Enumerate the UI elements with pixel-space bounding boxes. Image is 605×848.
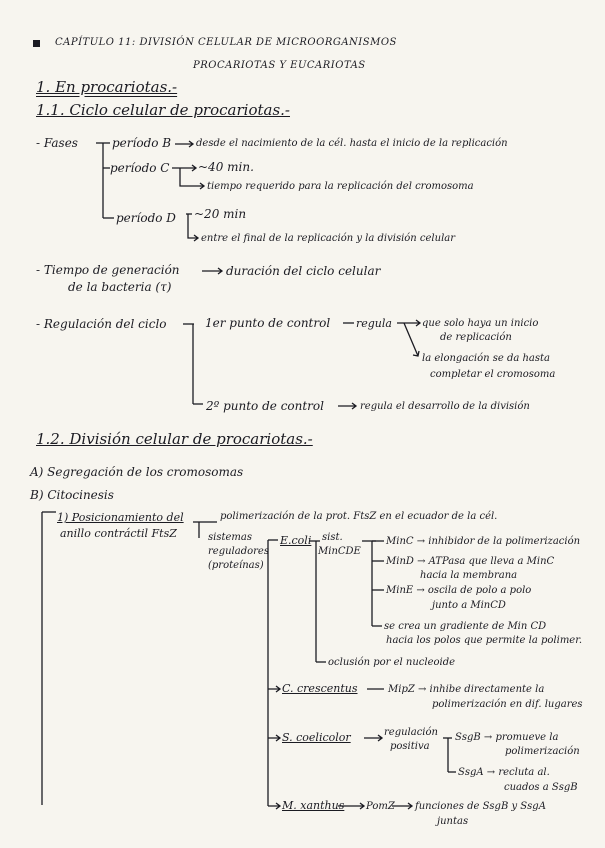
fases-label: - Fases [36,136,78,150]
periodo-b-desc: desde el nacimiento de la cél. hasta el inicio de la replicación [196,138,508,149]
regulacion-positiva-line1: regulación [384,727,438,738]
gradiente-line1: se crea un gradiente de Min CD [384,621,547,632]
ssga-desc-line2: cuados a SsgB [504,782,578,793]
ecoli-label: E.coli [280,534,312,547]
punto-control-1: 1er punto de control [205,316,331,330]
mine-desc-line2: junto a MinCD [432,600,506,611]
punto-control-1-a2: de replicación [440,332,512,343]
oclusion-nucleoide: oclusión por el nucleoide [328,657,456,668]
polimerizacion-ftsz: polimerización de la prot. FtsZ en el ecuador de la cél. [220,511,498,522]
crescentus-label: C. crescentus [282,682,358,695]
mipz-desc-line2: polimerización en dif. lugares [432,699,583,710]
posicionamiento-line1: 1) Posicionamiento del [57,511,184,524]
tiempo-generacion-desc: duración del ciclo celular [226,264,381,278]
periodo-d-time: ~20 min [194,207,247,221]
section-1-1-heading: 1.1. Ciclo celular de procariotas.- [36,101,290,119]
mind-desc-line1: MinD → ATPasa que lleva a MinC [386,556,555,567]
chapter-title-line2: PROCARIOTAS Y EUCARIOTAS [193,60,366,71]
periodo-c-time: ~40 min. [198,160,254,174]
punto-control-2: 2º punto de control [206,399,324,413]
regulacion-positiva-line2: positiva [390,741,430,752]
section-1-heading: 1. En procariotas.- [36,78,178,96]
sistemas-line3: (proteínas) [208,560,264,571]
citocinesis-item: B) Citocinesis [30,488,114,502]
ssgb-desc-line1: SsgB → promueve la [455,732,559,743]
sistemas-line2: reguladores [208,546,269,557]
periodo-b-label: período B [112,136,172,150]
minc-desc: MinC → inhibidor de la polimerización [386,536,581,547]
mind-desc-line2: hacia la membrana [420,570,518,581]
periodo-c-desc: tiempo requerido para la replicación del cromosoma [207,181,474,192]
sist-mincde-line1: sist. [322,532,343,543]
punto-control-1-b2: completar el cromosoma [430,369,556,380]
section-1-2-heading: 1.2. División celular de procariotas.- [36,430,313,448]
periodo-c-label: período C [110,161,170,175]
punto-control-1-a1: que solo haya un inicio [422,318,539,329]
punto-control-1-b1: la elongación se da hasta [422,353,551,364]
coelicolor-label: S. coelicolor [282,731,351,744]
mine-desc-line1: MinE → oscila de polo a polo [386,585,532,596]
xanthus-label: M. xanthus [282,799,345,812]
tiempo-generacion-line1: - Tiempo de generación [36,263,180,277]
posicionamiento-line2: anillo contráctil FtsZ [60,527,177,540]
funciones-line2: juntas [437,816,469,827]
periodo-d-label: período D [116,211,176,225]
funciones-line1: funciones de SsgB y SsgA [415,801,546,812]
pomz-label: PomZ [366,801,395,812]
title-bullet [33,40,40,47]
mipz-desc-line1: MipZ → inhibe directamente la [388,684,545,695]
tiempo-generacion-line2: de la bacteria (τ) [68,280,172,294]
segregacion-item: A) Segregación de los cromosomas [30,465,244,479]
gradiente-line2: hacia los polos que permite la polimer. [386,635,583,646]
regulacion-label: - Regulación del ciclo [36,317,167,331]
chapter-title-line1: CAPÍTULO 11: DIVISIÓN CELULAR DE MICROORGANISMOS [55,37,397,48]
periodo-d-desc: entre el final de la replicación y la división celular [201,233,456,244]
punto-control-1-verb: regula [356,317,392,330]
sistemas-line1: sistemas [208,532,252,543]
ssgb-desc-line2: polimerización [505,746,580,757]
sist-mincde-line2: MinCDE [318,546,361,557]
punto-control-2-desc: regula el desarrollo de la división [360,401,530,412]
ssga-desc-line1: SsgA → recluta al. [458,767,550,778]
